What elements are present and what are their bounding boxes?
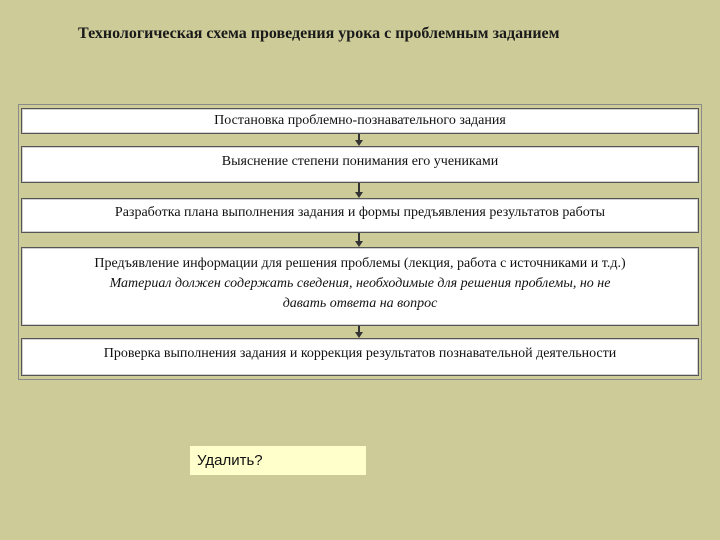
- step-text: Предъявление информации для решения проблемы (лекция, работа с источниками и т.д.): [94, 256, 626, 271]
- step-text: Постановка проблемно-познавательного задания: [214, 113, 506, 128]
- step-text: Выяснение степени понимания его учениками: [221, 154, 499, 169]
- step-note-line: Материал должен содержать сведения, необходимые для решения проблемы, но не: [109, 276, 611, 291]
- step-note-line: давать ответа на вопрос: [282, 296, 438, 311]
- step-text: Проверка выполнения задания и коррекция результатов познавательной деятельности: [103, 346, 617, 361]
- page-title: Технологическая схема проведения урока с проблемным заданием: [78, 25, 560, 42]
- step-plan-development: [21, 198, 699, 233]
- step-information-presentation: [21, 247, 699, 326]
- step-problem-statement: [21, 108, 699, 134]
- step-text: Разработка плана выполнения задания и формы предъявления результатов работы: [114, 205, 606, 220]
- step-verification: [21, 338, 699, 376]
- step-understanding-check: [21, 146, 699, 183]
- delete-button[interactable]: Удалить?: [190, 446, 366, 475]
